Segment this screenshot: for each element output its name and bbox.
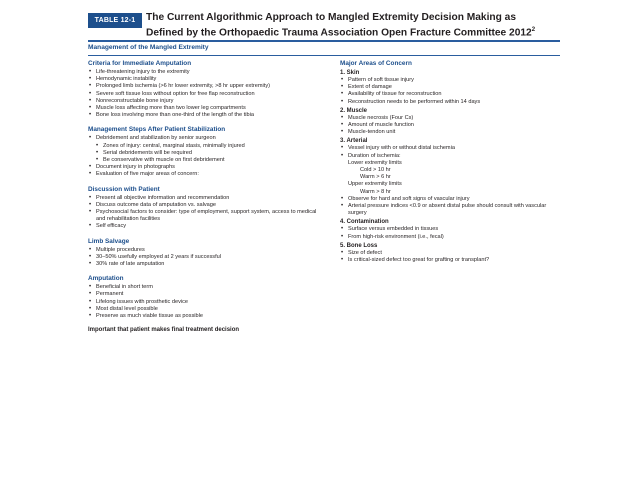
amputation-heading: Amputation	[88, 275, 124, 283]
list-item: • Observe for hard and soft signs of vascular injury	[340, 196, 562, 203]
discussion-block	[88, 185, 320, 231]
muscle-heading: 2. Muscle	[340, 107, 368, 114]
list-item: • Bone loss involving more than one-third of the length of the tibia	[88, 112, 320, 119]
list-item: • Amount of muscle function	[340, 122, 562, 129]
list-item: Warm > 8 hr	[360, 188, 391, 195]
discussion-list	[88, 195, 320, 231]
list-item: • Surface versus embedded in tissues	[340, 226, 562, 233]
list-item: • Most distal level possible	[88, 306, 320, 313]
list-item: • Extent of damage	[340, 84, 562, 91]
list-item: • Preserve as much viable tissue as possible	[88, 313, 320, 320]
contamination-list	[340, 226, 562, 240]
list-item: • Serial debridements will be required	[88, 150, 320, 157]
list-item: • Debridement and stabilization by senior surgeon	[88, 135, 320, 142]
list-item: • Nonreconstructable bone injury	[88, 98, 320, 105]
list-item: • Document injury in photographs	[88, 164, 320, 171]
title-line-1: The Current Algorithmic Approach to Mangled Extremity Decision Making as	[146, 12, 517, 23]
list-item: • 30% rate of late amputation	[88, 261, 320, 268]
contamination-heading: 4. Contamination	[340, 219, 389, 226]
list-item: • Muscle-tendon unit	[340, 129, 562, 136]
list-item: Cold > 10 hr	[360, 167, 391, 174]
major-areas-heading: Major Areas of Concern	[340, 60, 412, 67]
limb-salvage-block	[88, 237, 320, 269]
immediate-amputation-block	[88, 59, 320, 119]
list-item: • Be conservative with muscle on first debridement	[88, 157, 320, 164]
limb-salvage-heading: Limb Salvage	[88, 237, 130, 245]
skin-heading: 1. Skin	[340, 70, 360, 76]
table-title	[146, 11, 566, 39]
list-item: • Present all objective information and recommendation	[88, 195, 320, 202]
list-item: • Multiple procedures	[88, 247, 320, 254]
final-decision-note: Important that patient makes final treatment decision	[88, 327, 240, 334]
list-item: • Beneficial in short term	[88, 284, 320, 291]
list-item: • Severe soft tissue loss without option for free flap reconstruction	[88, 91, 320, 98]
list-item: • Life-threatening injury to the extremity	[88, 69, 320, 76]
list-item: • Evaluation of five major areas of concern:	[88, 171, 320, 178]
list-item: • Lifelong issues with prosthetic device	[88, 299, 320, 306]
immediate-amputation-heading: Criteria for Immediate Amputation	[88, 60, 192, 67]
list-item: • Permanent	[88, 291, 320, 298]
list-item: • Prolonged limb ischemia (>6 hr lower extremity, >8 hr upper extremity)	[88, 83, 320, 90]
left-column	[88, 59, 320, 334]
list-item: • Duration of ischemia:	[340, 153, 562, 160]
list-item: • Availability of tissue for reconstruction	[340, 91, 562, 98]
amputation-list	[88, 284, 320, 320]
section-rule	[88, 55, 560, 56]
list-item: • Arterial pressure indices <0.9 or absent distal pulse should consult with vascular surgery	[340, 203, 562, 217]
list-item: • Size of defect	[340, 250, 562, 257]
list-item: • Discuss outcome data of amputation vs. salvage	[88, 202, 320, 209]
muscle-list	[340, 115, 562, 137]
list-item: • From high-risk environment (i.e., fecal)	[340, 234, 562, 241]
right-column	[340, 59, 562, 264]
management-steps-list	[88, 135, 320, 178]
list-item: Upper extremity limits	[348, 181, 402, 188]
list-item: • Reconstruction needs to be performed within 14 days	[340, 99, 562, 106]
table-number-badge: TABLE 12-1	[88, 13, 142, 28]
section-title: Management of the Mangled Extremity	[88, 44, 209, 51]
list-item: • 30–50% usefully employed at 2 years if successful	[88, 254, 320, 261]
list-item: • Psychosocial factors to consider: type of employment, support system, access to medical and rehabilitation facilities	[88, 209, 320, 223]
list-item: • Zones of injury: central, marginal stasis, minimally injured	[88, 143, 320, 150]
title-reference: 2	[531, 27, 536, 33]
limb-salvage-list	[88, 247, 320, 269]
management-steps-block	[88, 125, 320, 178]
list-item: • Is critical-sized defect too great for grafting or transplant?	[340, 257, 562, 264]
discussion-heading: Discussion with Patient	[88, 185, 160, 193]
immediate-amputation-list	[88, 69, 320, 119]
skin-list	[340, 77, 562, 106]
management-steps-heading: Management Steps After Patient Stabilization	[88, 126, 226, 134]
list-item: Lower extremity limits	[348, 159, 402, 166]
list-item: • Muscle necrosis (Four Cs)	[340, 115, 562, 122]
list-item: Warm > 6 hr	[360, 174, 391, 181]
top-rule	[88, 40, 560, 42]
arterial-list	[340, 145, 562, 217]
list-item: • Muscle loss affecting more than two lower leg compartments	[88, 105, 320, 112]
list-item: • Hemodynamic instability	[88, 76, 320, 83]
list-item: • Pattern of soft tissue injury	[340, 77, 562, 84]
bone-loss-list	[340, 250, 562, 264]
title-line-2: Defined by the Orthopaedic Trauma Association Open Fracture Committee 2012$^2$	[146, 27, 536, 39]
arterial-heading: 3. Arterial	[340, 138, 368, 145]
list-item: • Vessel injury with or without distal ischemia	[340, 145, 562, 152]
amputation-block	[88, 274, 320, 320]
bone-loss-heading: 5. Bone Loss	[340, 242, 378, 249]
list-item: • Self efficacy	[88, 223, 320, 230]
